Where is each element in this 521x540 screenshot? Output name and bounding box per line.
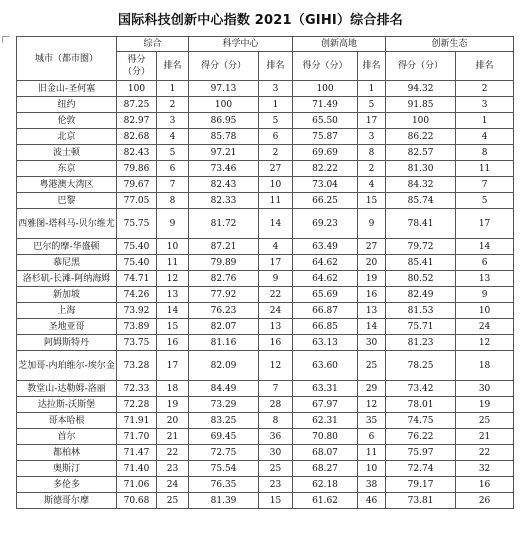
table-row — [17, 319, 514, 335]
cell-score-innovation: 68.27 — [293, 461, 358, 477]
cell-score-composite: 82.68 — [117, 129, 157, 145]
cell-rank-science: 3 — [259, 81, 293, 97]
cell-rank-ecosystem: 4 — [456, 129, 514, 145]
cell-score-composite: 82.97 — [117, 113, 157, 129]
cell-score-innovation: 62.18 — [293, 477, 358, 493]
cell-rank-composite: 25 — [157, 493, 189, 509]
cell-rank-composite: 24 — [157, 477, 189, 493]
cell-city: 上海 — [17, 303, 117, 319]
cell-score-ecosystem: 81.23 — [386, 335, 456, 351]
cell-score-ecosystem: 73.42 — [386, 381, 456, 397]
cell-score-composite: 75.40 — [117, 239, 157, 255]
cell-rank-ecosystem: 11 — [456, 161, 514, 177]
table-row — [17, 413, 514, 429]
cell-rank-science: 23 — [259, 477, 293, 493]
cell-score-science: 76.35 — [189, 477, 259, 493]
cell-rank-science: 36 — [259, 429, 293, 445]
cell-rank-science: 6 — [259, 129, 293, 145]
cell-rank-ecosystem: 7 — [456, 177, 514, 193]
cell-score-science: 79.89 — [189, 255, 259, 271]
cell-rank-science: 25 — [259, 461, 293, 477]
cell-score-composite: 72.33 — [117, 381, 157, 397]
cell-score-innovation: 82.22 — [293, 161, 358, 177]
cell-score-innovation: 62.31 — [293, 413, 358, 429]
cell-score-composite: 79.67 — [117, 177, 157, 193]
cell-score-composite: 77.05 — [117, 193, 157, 209]
table-row — [17, 161, 514, 177]
cell-rank-composite: 22 — [157, 445, 189, 461]
cell-rank-composite: 20 — [157, 413, 189, 429]
cell-rank-ecosystem: 9 — [456, 287, 514, 303]
cell-score-composite: 71.70 — [117, 429, 157, 445]
cell-rank-innovation: 15 — [358, 193, 386, 209]
header-rank-science: 排名 — [259, 52, 293, 81]
cell-score-innovation: 67.97 — [293, 397, 358, 413]
ranking-table — [16, 36, 514, 509]
table-row — [17, 493, 514, 509]
header-score-composite: 得分（分） — [117, 52, 157, 81]
cell-score-composite: 100 — [117, 81, 157, 97]
cell-rank-composite: 23 — [157, 461, 189, 477]
cell-score-ecosystem: 82.57 — [386, 145, 456, 161]
cell-score-composite: 73.75 — [117, 335, 157, 351]
cell-rank-composite: 6 — [157, 161, 189, 177]
cell-score-science: 84.49 — [189, 381, 259, 397]
cell-city: 纽约 — [17, 97, 117, 113]
cell-rank-innovation: 9 — [358, 209, 386, 239]
cell-score-innovation: 69.23 — [293, 209, 358, 239]
cell-city: 多伦多 — [17, 477, 117, 493]
header-city: 城市（都市圈） — [17, 37, 117, 81]
table-row — [17, 129, 514, 145]
header-group-ecosystem: 创新生态 — [386, 37, 514, 52]
cell-rank-innovation: 2 — [358, 161, 386, 177]
cell-rank-innovation: 46 — [358, 493, 386, 509]
cell-score-ecosystem: 85.74 — [386, 193, 456, 209]
cell-city: 都柏林 — [17, 445, 117, 461]
cell-score-composite: 79.86 — [117, 161, 157, 177]
cell-rank-science: 11 — [259, 193, 293, 209]
cell-rank-innovation: 25 — [358, 351, 386, 381]
cell-rank-science: 9 — [259, 271, 293, 287]
cell-rank-innovation: 11 — [358, 445, 386, 461]
cell-score-innovation: 66.85 — [293, 319, 358, 335]
cell-score-innovation: 63.49 — [293, 239, 358, 255]
cell-rank-composite: 16 — [157, 335, 189, 351]
table-row — [17, 477, 514, 493]
cell-city: 慕尼黑 — [17, 255, 117, 271]
cell-rank-innovation: 14 — [358, 319, 386, 335]
cell-score-innovation: 63.31 — [293, 381, 358, 397]
cell-score-science: 81.16 — [189, 335, 259, 351]
table-row — [17, 255, 514, 271]
cell-rank-science: 4 — [259, 239, 293, 255]
cell-rank-ecosystem: 19 — [456, 397, 514, 413]
cell-score-composite: 73.89 — [117, 319, 157, 335]
cell-rank-science: 7 — [259, 381, 293, 397]
cell-score-composite: 73.92 — [117, 303, 157, 319]
cell-score-innovation: 64.62 — [293, 255, 358, 271]
table-row — [17, 145, 514, 161]
cell-city: 洛杉矶-长滩-阿纳海姆 — [17, 271, 117, 287]
cell-score-science: 82.07 — [189, 319, 259, 335]
cell-rank-composite: 2 — [157, 97, 189, 113]
cell-rank-ecosystem: 14 — [456, 239, 514, 255]
table-row — [17, 239, 514, 255]
cell-score-ecosystem: 94.32 — [386, 81, 456, 97]
cell-city: 波士顿 — [17, 145, 117, 161]
header-group-innovation: 创新高地 — [293, 37, 386, 52]
header-rank-composite: 排名 — [157, 52, 189, 81]
cell-city: 教堂山-达勒姆-洛丽 — [17, 381, 117, 397]
cell-rank-ecosystem: 12 — [456, 335, 514, 351]
cell-rank-composite: 17 — [157, 351, 189, 381]
cell-city: 西雅图-塔科马-贝尔维尤 — [17, 209, 117, 239]
cell-rank-composite: 10 — [157, 239, 189, 255]
cell-rank-ecosystem: 13 — [456, 271, 514, 287]
cell-city: 伦敦 — [17, 113, 117, 129]
cell-score-innovation: 68.07 — [293, 445, 358, 461]
cell-score-ecosystem: 78.41 — [386, 209, 456, 239]
cell-rank-science: 2 — [259, 145, 293, 161]
cell-score-ecosystem: 91.85 — [386, 97, 456, 113]
header-group-composite: 综合 — [117, 37, 189, 52]
cell-rank-innovation: 13 — [358, 303, 386, 319]
cell-rank-science: 24 — [259, 303, 293, 319]
cell-rank-ecosystem: 26 — [456, 493, 514, 509]
cell-rank-innovation: 4 — [358, 177, 386, 193]
cell-score-composite: 74.26 — [117, 287, 157, 303]
cell-rank-science: 17 — [259, 255, 293, 271]
cell-score-ecosystem: 72.74 — [386, 461, 456, 477]
cell-rank-innovation: 16 — [358, 287, 386, 303]
table-row — [17, 461, 514, 477]
cell-rank-composite: 7 — [157, 177, 189, 193]
header-row-groups — [17, 37, 514, 52]
cell-score-composite: 71.40 — [117, 461, 157, 477]
header-rank-ecosystem: 排名 — [456, 52, 514, 81]
table-row — [17, 303, 514, 319]
cell-score-science: 97.13 — [189, 81, 259, 97]
cell-rank-innovation: 5 — [358, 97, 386, 113]
cell-rank-innovation: 29 — [358, 381, 386, 397]
cell-score-science: 85.78 — [189, 129, 259, 145]
cell-score-composite: 71.47 — [117, 445, 157, 461]
cell-rank-ecosystem: 3 — [456, 97, 514, 113]
cell-rank-innovation: 19 — [358, 271, 386, 287]
cell-rank-composite: 11 — [157, 255, 189, 271]
cell-rank-ecosystem: 5 — [456, 193, 514, 209]
cell-rank-ecosystem: 21 — [456, 429, 514, 445]
cell-rank-innovation: 1 — [358, 81, 386, 97]
cell-rank-innovation: 17 — [358, 113, 386, 129]
cell-score-composite: 75.75 — [117, 209, 157, 239]
cell-score-innovation: 70.80 — [293, 429, 358, 445]
cell-score-science: 73.29 — [189, 397, 259, 413]
header-score-innovation: 得分（分） — [293, 52, 358, 81]
cell-score-composite: 74.71 — [117, 271, 157, 287]
cell-rank-composite: 18 — [157, 381, 189, 397]
cell-rank-science: 16 — [259, 335, 293, 351]
table-move-handle-icon[interactable] — [2, 36, 9, 43]
cell-city: 哥本哈根 — [17, 413, 117, 429]
cell-rank-science: 28 — [259, 397, 293, 413]
cell-score-innovation: 100 — [293, 81, 358, 97]
cell-rank-ecosystem: 8 — [456, 145, 514, 161]
table-title: 国际科技创新中心指数 2021（GIHI）综合排名 — [118, 13, 403, 28]
table-row — [17, 113, 514, 129]
cell-score-ecosystem: 78.25 — [386, 351, 456, 381]
table-row — [17, 335, 514, 351]
cell-city: 巴尔的摩-华盛顿 — [17, 239, 117, 255]
cell-rank-composite: 15 — [157, 319, 189, 335]
cell-rank-composite: 19 — [157, 397, 189, 413]
header-score-science: 得分（分） — [189, 52, 259, 81]
table-row — [17, 177, 514, 193]
cell-rank-science: 30 — [259, 445, 293, 461]
cell-score-ecosystem: 79.17 — [386, 477, 456, 493]
cell-rank-composite: 21 — [157, 429, 189, 445]
cell-score-science: 82.43 — [189, 177, 259, 193]
cell-score-ecosystem: 81.30 — [386, 161, 456, 177]
cell-score-innovation: 66.87 — [293, 303, 358, 319]
table-row — [17, 97, 514, 113]
cell-score-ecosystem: 76.22 — [386, 429, 456, 445]
cell-rank-ecosystem: 22 — [456, 445, 514, 461]
cell-rank-innovation: 35 — [358, 413, 386, 429]
cell-rank-ecosystem: 6 — [456, 255, 514, 271]
cell-rank-ecosystem: 2 — [456, 81, 514, 97]
cell-rank-composite: 8 — [157, 193, 189, 209]
cell-city: 粤港澳大湾区 — [17, 177, 117, 193]
cell-score-composite: 71.06 — [117, 477, 157, 493]
table-row — [17, 287, 514, 303]
cell-rank-innovation: 6 — [358, 429, 386, 445]
cell-rank-composite: 12 — [157, 271, 189, 287]
cell-score-ecosystem: 75.97 — [386, 445, 456, 461]
table-row — [17, 397, 514, 413]
table-row — [17, 445, 514, 461]
table-row — [17, 381, 514, 397]
cell-score-science: 81.72 — [189, 209, 259, 239]
cell-rank-composite: 9 — [157, 209, 189, 239]
cell-score-science: 82.76 — [189, 271, 259, 287]
cell-score-composite: 75.40 — [117, 255, 157, 271]
header-score-ecosystem: 得分（分） — [386, 52, 456, 81]
cell-score-composite: 82.43 — [117, 145, 157, 161]
table-row — [17, 271, 514, 287]
cell-rank-science: 14 — [259, 209, 293, 239]
cell-score-science: 72.75 — [189, 445, 259, 461]
cell-rank-ecosystem: 30 — [456, 381, 514, 397]
cell-score-innovation: 65.50 — [293, 113, 358, 129]
cell-city: 圣地亚哥 — [17, 319, 117, 335]
cell-rank-science: 10 — [259, 177, 293, 193]
cell-score-ecosystem: 84.32 — [386, 177, 456, 193]
cell-city: 巴黎 — [17, 193, 117, 209]
cell-score-science: 81.39 — [189, 493, 259, 509]
cell-rank-composite: 14 — [157, 303, 189, 319]
cell-score-composite: 70.68 — [117, 493, 157, 509]
cell-rank-science: 13 — [259, 319, 293, 335]
cell-score-innovation: 64.62 — [293, 271, 358, 287]
cell-rank-science: 22 — [259, 287, 293, 303]
cell-city: 奥斯汀 — [17, 461, 117, 477]
cell-score-science: 87.21 — [189, 239, 259, 255]
cell-rank-ecosystem: 18 — [456, 351, 514, 381]
cell-score-science: 82.33 — [189, 193, 259, 209]
cell-rank-ecosystem: 24 — [456, 319, 514, 335]
cell-rank-composite: 3 — [157, 113, 189, 129]
table-body — [17, 81, 514, 509]
cell-rank-innovation: 12 — [358, 397, 386, 413]
cell-score-ecosystem: 82.49 — [386, 287, 456, 303]
cell-score-science: 97.21 — [189, 145, 259, 161]
cell-score-science: 82.09 — [189, 351, 259, 381]
cell-rank-science: 27 — [259, 161, 293, 177]
cell-score-innovation: 63.13 — [293, 335, 358, 351]
cell-score-innovation: 63.60 — [293, 351, 358, 381]
cell-rank-innovation: 38 — [358, 477, 386, 493]
cell-score-composite: 72.28 — [117, 397, 157, 413]
cell-rank-innovation: 8 — [358, 145, 386, 161]
cell-score-innovation: 71.49 — [293, 97, 358, 113]
cell-score-innovation: 61.62 — [293, 493, 358, 509]
cell-rank-science: 5 — [259, 113, 293, 129]
cell-score-composite: 73.28 — [117, 351, 157, 381]
cell-rank-science: 1 — [259, 97, 293, 113]
cell-rank-ecosystem: 16 — [456, 477, 514, 493]
cell-rank-ecosystem: 25 — [456, 413, 514, 429]
cell-score-ecosystem: 80.52 — [386, 271, 456, 287]
cell-rank-innovation: 30 — [358, 335, 386, 351]
cell-score-innovation: 75.87 — [293, 129, 358, 145]
cell-rank-composite: 4 — [157, 129, 189, 145]
cell-rank-science: 12 — [259, 351, 293, 381]
cell-city: 东京 — [17, 161, 117, 177]
cell-score-innovation: 66.25 — [293, 193, 358, 209]
cell-score-science: 77.92 — [189, 287, 259, 303]
cell-rank-composite: 5 — [157, 145, 189, 161]
cell-score-ecosystem: 86.22 — [386, 129, 456, 145]
cell-city: 新加坡 — [17, 287, 117, 303]
cell-rank-innovation: 20 — [358, 255, 386, 271]
cell-city: 阿姆斯特丹 — [17, 335, 117, 351]
header-group-science: 科学中心 — [189, 37, 293, 52]
cell-score-innovation: 73.04 — [293, 177, 358, 193]
table-row — [17, 193, 514, 209]
cell-score-ecosystem: 73.81 — [386, 493, 456, 509]
cell-score-ecosystem: 79.72 — [386, 239, 456, 255]
cell-rank-ecosystem: 10 — [456, 303, 514, 319]
cell-city: 达拉斯-沃斯堡 — [17, 397, 117, 413]
cell-score-ecosystem: 81.53 — [386, 303, 456, 319]
cell-score-ecosystem: 100 — [386, 113, 456, 129]
cell-score-science: 100 — [189, 97, 259, 113]
cell-score-science: 73.46 — [189, 161, 259, 177]
cell-score-innovation: 69.69 — [293, 145, 358, 161]
cell-rank-science: 15 — [259, 493, 293, 509]
cell-score-ecosystem: 78.01 — [386, 397, 456, 413]
table-row — [17, 209, 514, 239]
cell-score-composite: 71.91 — [117, 413, 157, 429]
cell-score-ecosystem: 74.75 — [386, 413, 456, 429]
table-row — [17, 351, 514, 381]
cell-score-science: 83.25 — [189, 413, 259, 429]
table-row — [17, 81, 514, 97]
cell-city: 北京 — [17, 129, 117, 145]
cell-score-science: 86.95 — [189, 113, 259, 129]
cell-city: 旧金山-圣何塞 — [17, 81, 117, 97]
cell-rank-innovation: 3 — [358, 129, 386, 145]
table-row — [17, 429, 514, 445]
cell-rank-innovation: 10 — [358, 461, 386, 477]
cell-score-ecosystem: 85.41 — [386, 255, 456, 271]
cell-city: 斯德哥尔摩 — [17, 493, 117, 509]
cell-rank-ecosystem: 32 — [456, 461, 514, 477]
cell-city: 芝加哥-内珀维尔-埃尔金 — [17, 351, 117, 381]
cell-score-science: 75.54 — [189, 461, 259, 477]
cell-rank-ecosystem: 17 — [456, 209, 514, 239]
cell-rank-science: 8 — [259, 413, 293, 429]
cell-score-composite: 87.25 — [117, 97, 157, 113]
cell-city: 首尔 — [17, 429, 117, 445]
cell-rank-composite: 1 — [157, 81, 189, 97]
cell-score-innovation: 65.69 — [293, 287, 358, 303]
cell-score-science: 76.23 — [189, 303, 259, 319]
cell-rank-ecosystem: 1 — [456, 113, 514, 129]
cell-score-ecosystem: 75.71 — [386, 319, 456, 335]
cell-score-science: 69.45 — [189, 429, 259, 445]
header-rank-innovation: 排名 — [358, 52, 386, 81]
cell-rank-innovation: 27 — [358, 239, 386, 255]
cell-rank-composite: 13 — [157, 287, 189, 303]
